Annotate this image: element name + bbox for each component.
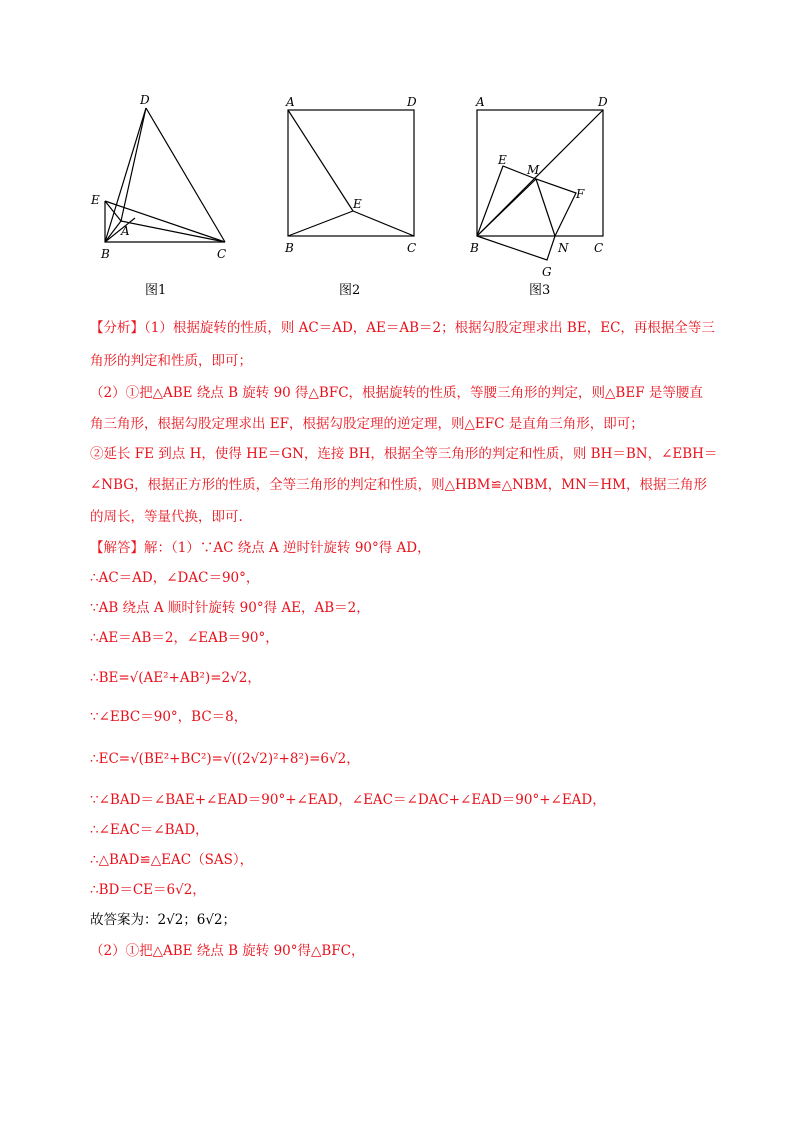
fig1-label-a: A [121, 224, 130, 238]
analysis-line-4: 角三角形，根据勾股定理求出 EF，根据勾股定理的逆定理，则△EFC 是直角三角形，即可； [90, 416, 644, 432]
analysis-line-3: （2）①把△ABE 绕点 B 旋转 90 得△BFC，根据旋转的性质，等腰三角形的判定，则△BEF 是等腰直 [90, 385, 703, 401]
solution-line-5: ∴BE=√(AE²+AB²)=2√2， [90, 670, 261, 686]
solution-line-4: ∴AE＝AB＝2，∠EAB＝90°， [90, 630, 279, 646]
figure-1 [85, 88, 245, 268]
analysis-line-2: 角形的判定和性质，即可； [90, 353, 252, 369]
fig1-label-d: D [140, 93, 150, 107]
fig3-label-b: B [470, 241, 479, 255]
fig3-label-n: N [558, 241, 569, 255]
answer-value: 2√2；6√2； [157, 912, 237, 928]
analysis-line-5: ②延长 FE 到点 H，使得 HE＝GN，连接 BH，根据全等三角形的判定和性质，则 BH＝BN，∠EBH＝ [90, 446, 718, 462]
analysis-line-7: 的周长，等量代换，即可. [90, 509, 243, 525]
figure-2 [280, 90, 430, 260]
figure-3 [470, 90, 620, 280]
fig1-label-c: C [217, 247, 227, 261]
solution-line-13: （2）①把△ABE 绕点 B 旋转 90°得△BFC， [90, 943, 365, 959]
analysis-line-1 [90, 318, 750, 338]
fig3-label-m: M [527, 163, 540, 177]
fig1-label-e: E [91, 193, 100, 207]
analysis-line-6: ∠NBG，根据正方形的性质，全等三角形的判定和性质，则△HBM≌△NBM，MN＝HM，根据三角形 [90, 477, 707, 493]
fig3-label-a: A [476, 95, 485, 109]
solution-tag: 【解答】 [90, 540, 144, 556]
fig3-label-f: F [576, 187, 585, 201]
solution-line-11: ∴BD＝CE＝6√2， [90, 882, 206, 898]
solution-text-1: 解：（1）∵AC 绕点 A 逆时针旋转 90°得 AD， [144, 540, 431, 556]
fig2-label-b: B [285, 241, 294, 255]
fig3-label-d: D [598, 95, 608, 109]
fig2-label-e: E [353, 197, 362, 211]
solution-line-9: ∴∠EAC＝∠BAD， [90, 822, 209, 838]
fig3-label-c: C [594, 241, 604, 255]
solution-line-6: ∵∠EBC＝90°，BC＝8， [90, 709, 248, 725]
solution-line-2: ∴AC＝AD，∠DAC＝90°， [90, 570, 260, 586]
figure-3-caption: 图3 [529, 283, 551, 298]
fig2-label-a: A [286, 95, 295, 109]
answer-prefix: 故答案为： [90, 912, 158, 928]
solution-line-12 [90, 910, 750, 930]
fig1-label-b: B [101, 247, 110, 261]
figure-2-caption: 图2 [339, 283, 361, 298]
solution-line-10: ∴△BAD≌△EAC（SAS）， [90, 852, 254, 868]
fig2-label-c: C [407, 241, 417, 255]
solution-line-3: ∵AB 绕点 A 顺时针旋转 90°得 AE，AB＝2， [90, 600, 370, 616]
fig3-label-g: G [542, 265, 552, 279]
fig2-label-d: D [407, 95, 417, 109]
solution-line-1 [90, 538, 750, 558]
analysis-tag: 【分析】 [90, 320, 144, 336]
solution-line-8: ∵∠BAD＝∠BAE+∠EAD＝90°+∠EAD，∠EAC＝∠DAC+∠EAD＝90°+∠EAD， [90, 792, 606, 808]
figure-1-caption: 图1 [145, 283, 167, 298]
fig3-label-e: E [498, 153, 507, 167]
analysis-text-1: （1）根据旋转的性质，则 AC＝AD，AE＝AB＝2；根据勾股定理求出 BE，EC，再根据全等三 [144, 320, 715, 336]
solution-line-7: ∴EC=√(BE²+BC²)=√((2√2)²+8²)=6√2， [90, 751, 360, 767]
